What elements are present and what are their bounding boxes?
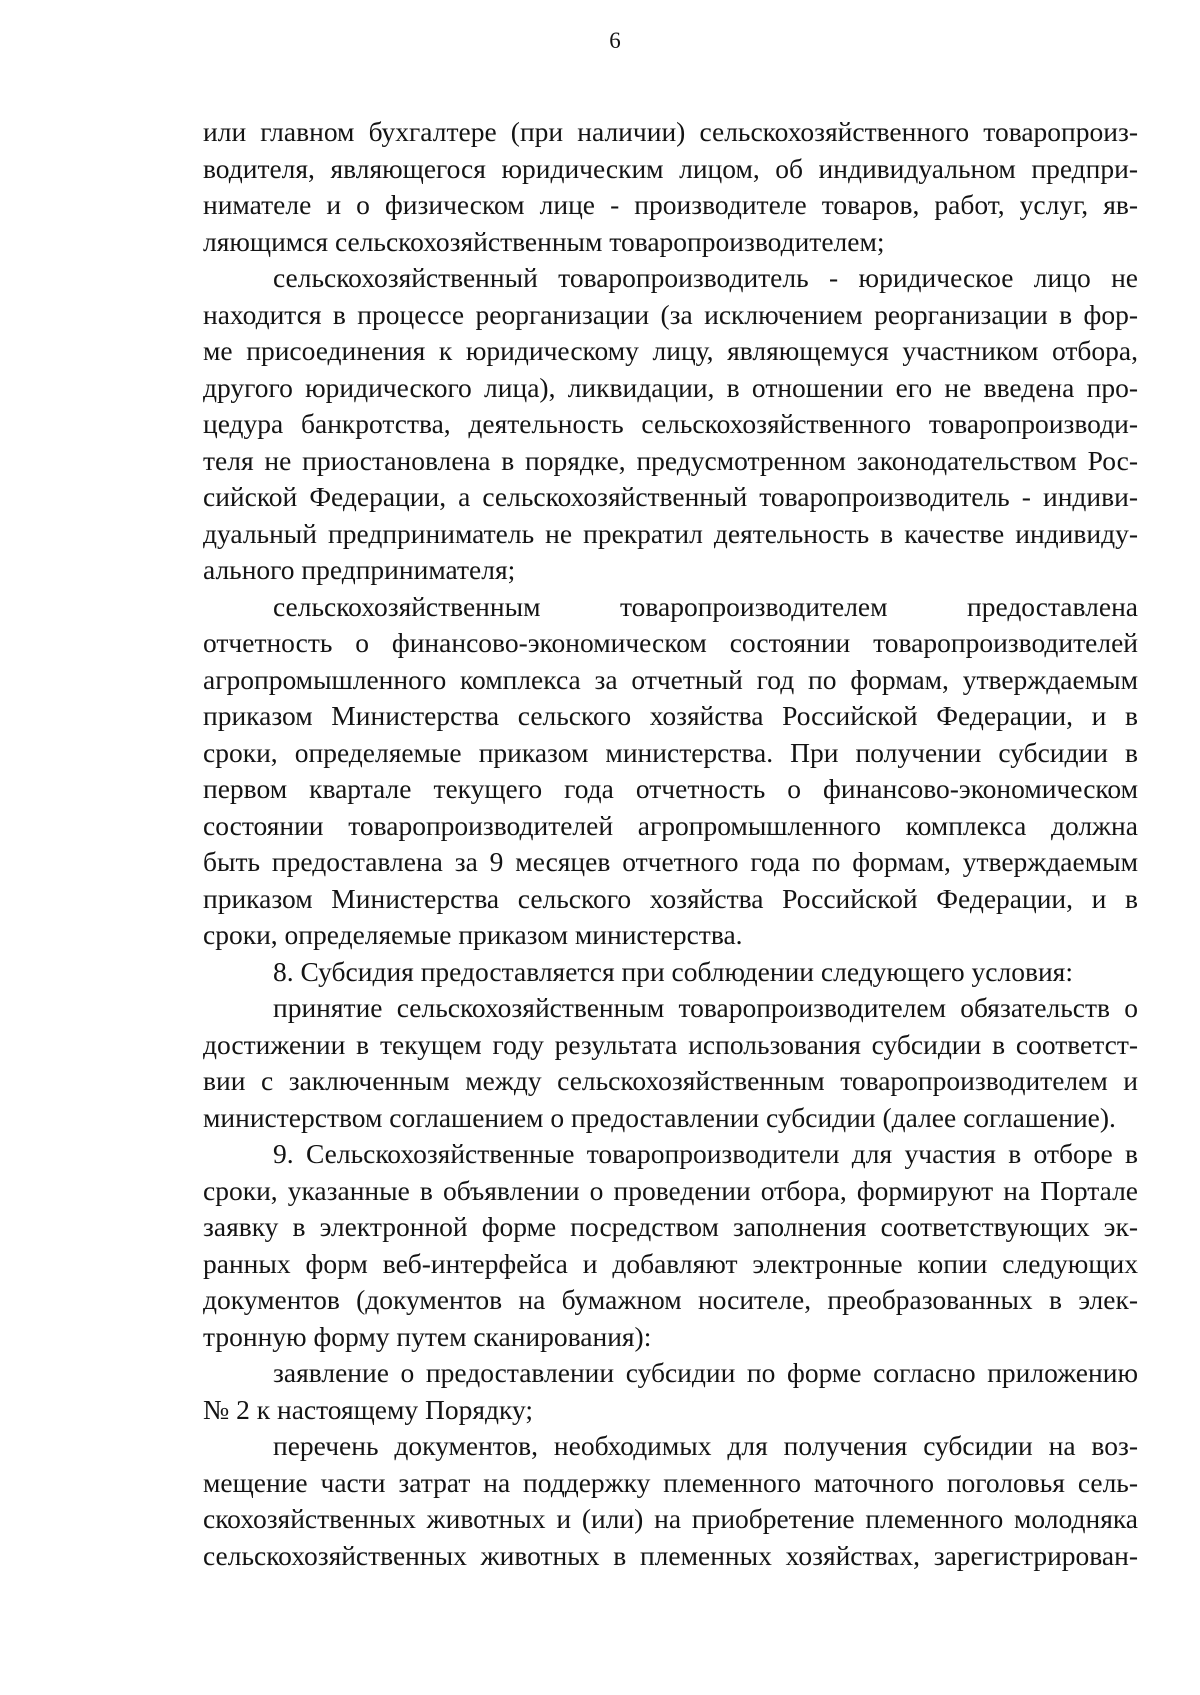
text-line: теля не приостановлена в порядке, предусмотренном законодательством Рос-: [203, 444, 1138, 476]
text-line: сельскохозяйственным товаропроизводителем предоставлена: [273, 590, 1138, 622]
text-line: состоянии товаропроизводителей агропромышленного комплекса должна: [203, 809, 1138, 841]
text-line: приказом Министерства сельского хозяйства Российской Федерации, и в: [203, 882, 1138, 914]
text-line: ранных форм веб-интерфейса и добавляют электронные копии следующих: [203, 1247, 1138, 1279]
text-line: сийской Федерации, а сельскохозяйственный товаропроизводитель - индиви-: [203, 481, 1138, 512]
text-line: водителя, являющегося юридическим лицом, об индивидуальном предпри-: [203, 152, 1138, 184]
text-line: ляющимся сельскохозяйственным товаропроизводителем;: [203, 225, 885, 257]
text-line: вии с заключенным между сельскохозяйственным товаропроизводителем и: [203, 1065, 1138, 1096]
text-line: скохозяйственных животных и (или) на приобретение племенного молодняка: [203, 1503, 1138, 1534]
text-line: 8. Субсидия предоставляется при соблюдении следующего условия:: [273, 955, 1073, 987]
text-line: приказом Министерства сельского хозяйства Российской Федерации, и в: [203, 700, 1138, 731]
text-line: тронную форму путем сканирования):: [203, 1320, 652, 1352]
text-line: принятие сельскохозяйственным товаропроизводителем обязательств о: [273, 992, 1138, 1023]
text-line: 9. Сельскохозяйственные товаропроизводители для участия в отборе в: [273, 1138, 1138, 1169]
text-line: нимателе и о физическом лице - производителе товаров, работ, услуг, яв-: [203, 189, 1138, 220]
text-line: цедура банкротства, деятельность сельскохозяйственного товаропроизводи-: [203, 408, 1138, 439]
text-line: министерством соглашением о предоставлении субсидии (далее соглашение).: [203, 1101, 1116, 1133]
text-line: сроки, указанные в объявлении о проведении отбора, формируют на Портале: [203, 1174, 1138, 1206]
page-number: 6: [609, 28, 621, 53]
text-line: мещение части затрат на поддержку племенного маточного поголовья сель-: [203, 1466, 1138, 1498]
text-line: № 2 к настоящему Порядку;: [203, 1393, 534, 1425]
text-line: агропромышленного комплекса за отчетный год по формам, утверждаемым: [203, 663, 1138, 695]
text-line: перечень документов, необходимых для получения субсидии на воз-: [273, 1430, 1138, 1461]
text-line: быть предоставлена за 9 месяцев отчетного года по формам, утверждаемым: [203, 846, 1138, 877]
text-line: заявку в электронной форме посредством заполнения соответствующих эк-: [203, 1211, 1138, 1242]
text-line: заявление о предоставлении субсидии по форме согласно приложению: [273, 1357, 1138, 1388]
text-line: ме присоединения к юридическому лицу, являющемуся участником отбора,: [203, 335, 1138, 366]
text-line: достижении в текущем году результата использования субсидии в соответст-: [203, 1028, 1138, 1060]
text-line: находится в процессе реорганизации (за исключением реорганизации в фор-: [203, 298, 1138, 330]
text-line: документов (документов на бумажном носителе, преобразованных в элек-: [203, 1284, 1138, 1315]
text-line: сельскохозяйственный товаропроизводитель - юридическое лицо не: [273, 262, 1138, 293]
text-line: другого юридического лица), ликвидации, в отношении его не введена про-: [203, 371, 1138, 403]
text-line: отчетность о финансово-экономическом состоянии товаропроизводителей: [203, 627, 1138, 658]
text-line: сельскохозяйственных животных в племенных хозяйствах, зарегистрирован-: [203, 1539, 1138, 1571]
text-line: или главном бухгалтере (при наличии) сельскохозяйственного товаропроиз-: [203, 116, 1138, 147]
text-line: первом квартале текущего года отчетность о финансово-экономическом: [203, 773, 1138, 804]
text-line: дуальный предприниматель не прекратил деятельность в качестве индивиду-: [203, 517, 1138, 549]
text-line: ального предпринимателя;: [203, 554, 516, 585]
document-text: [203, 114, 1138, 1574]
text-line: сроки, определяемые приказом министерства.: [203, 919, 743, 950]
text-line: сроки, определяемые приказом министерства. При получении субсидии в: [203, 736, 1138, 768]
